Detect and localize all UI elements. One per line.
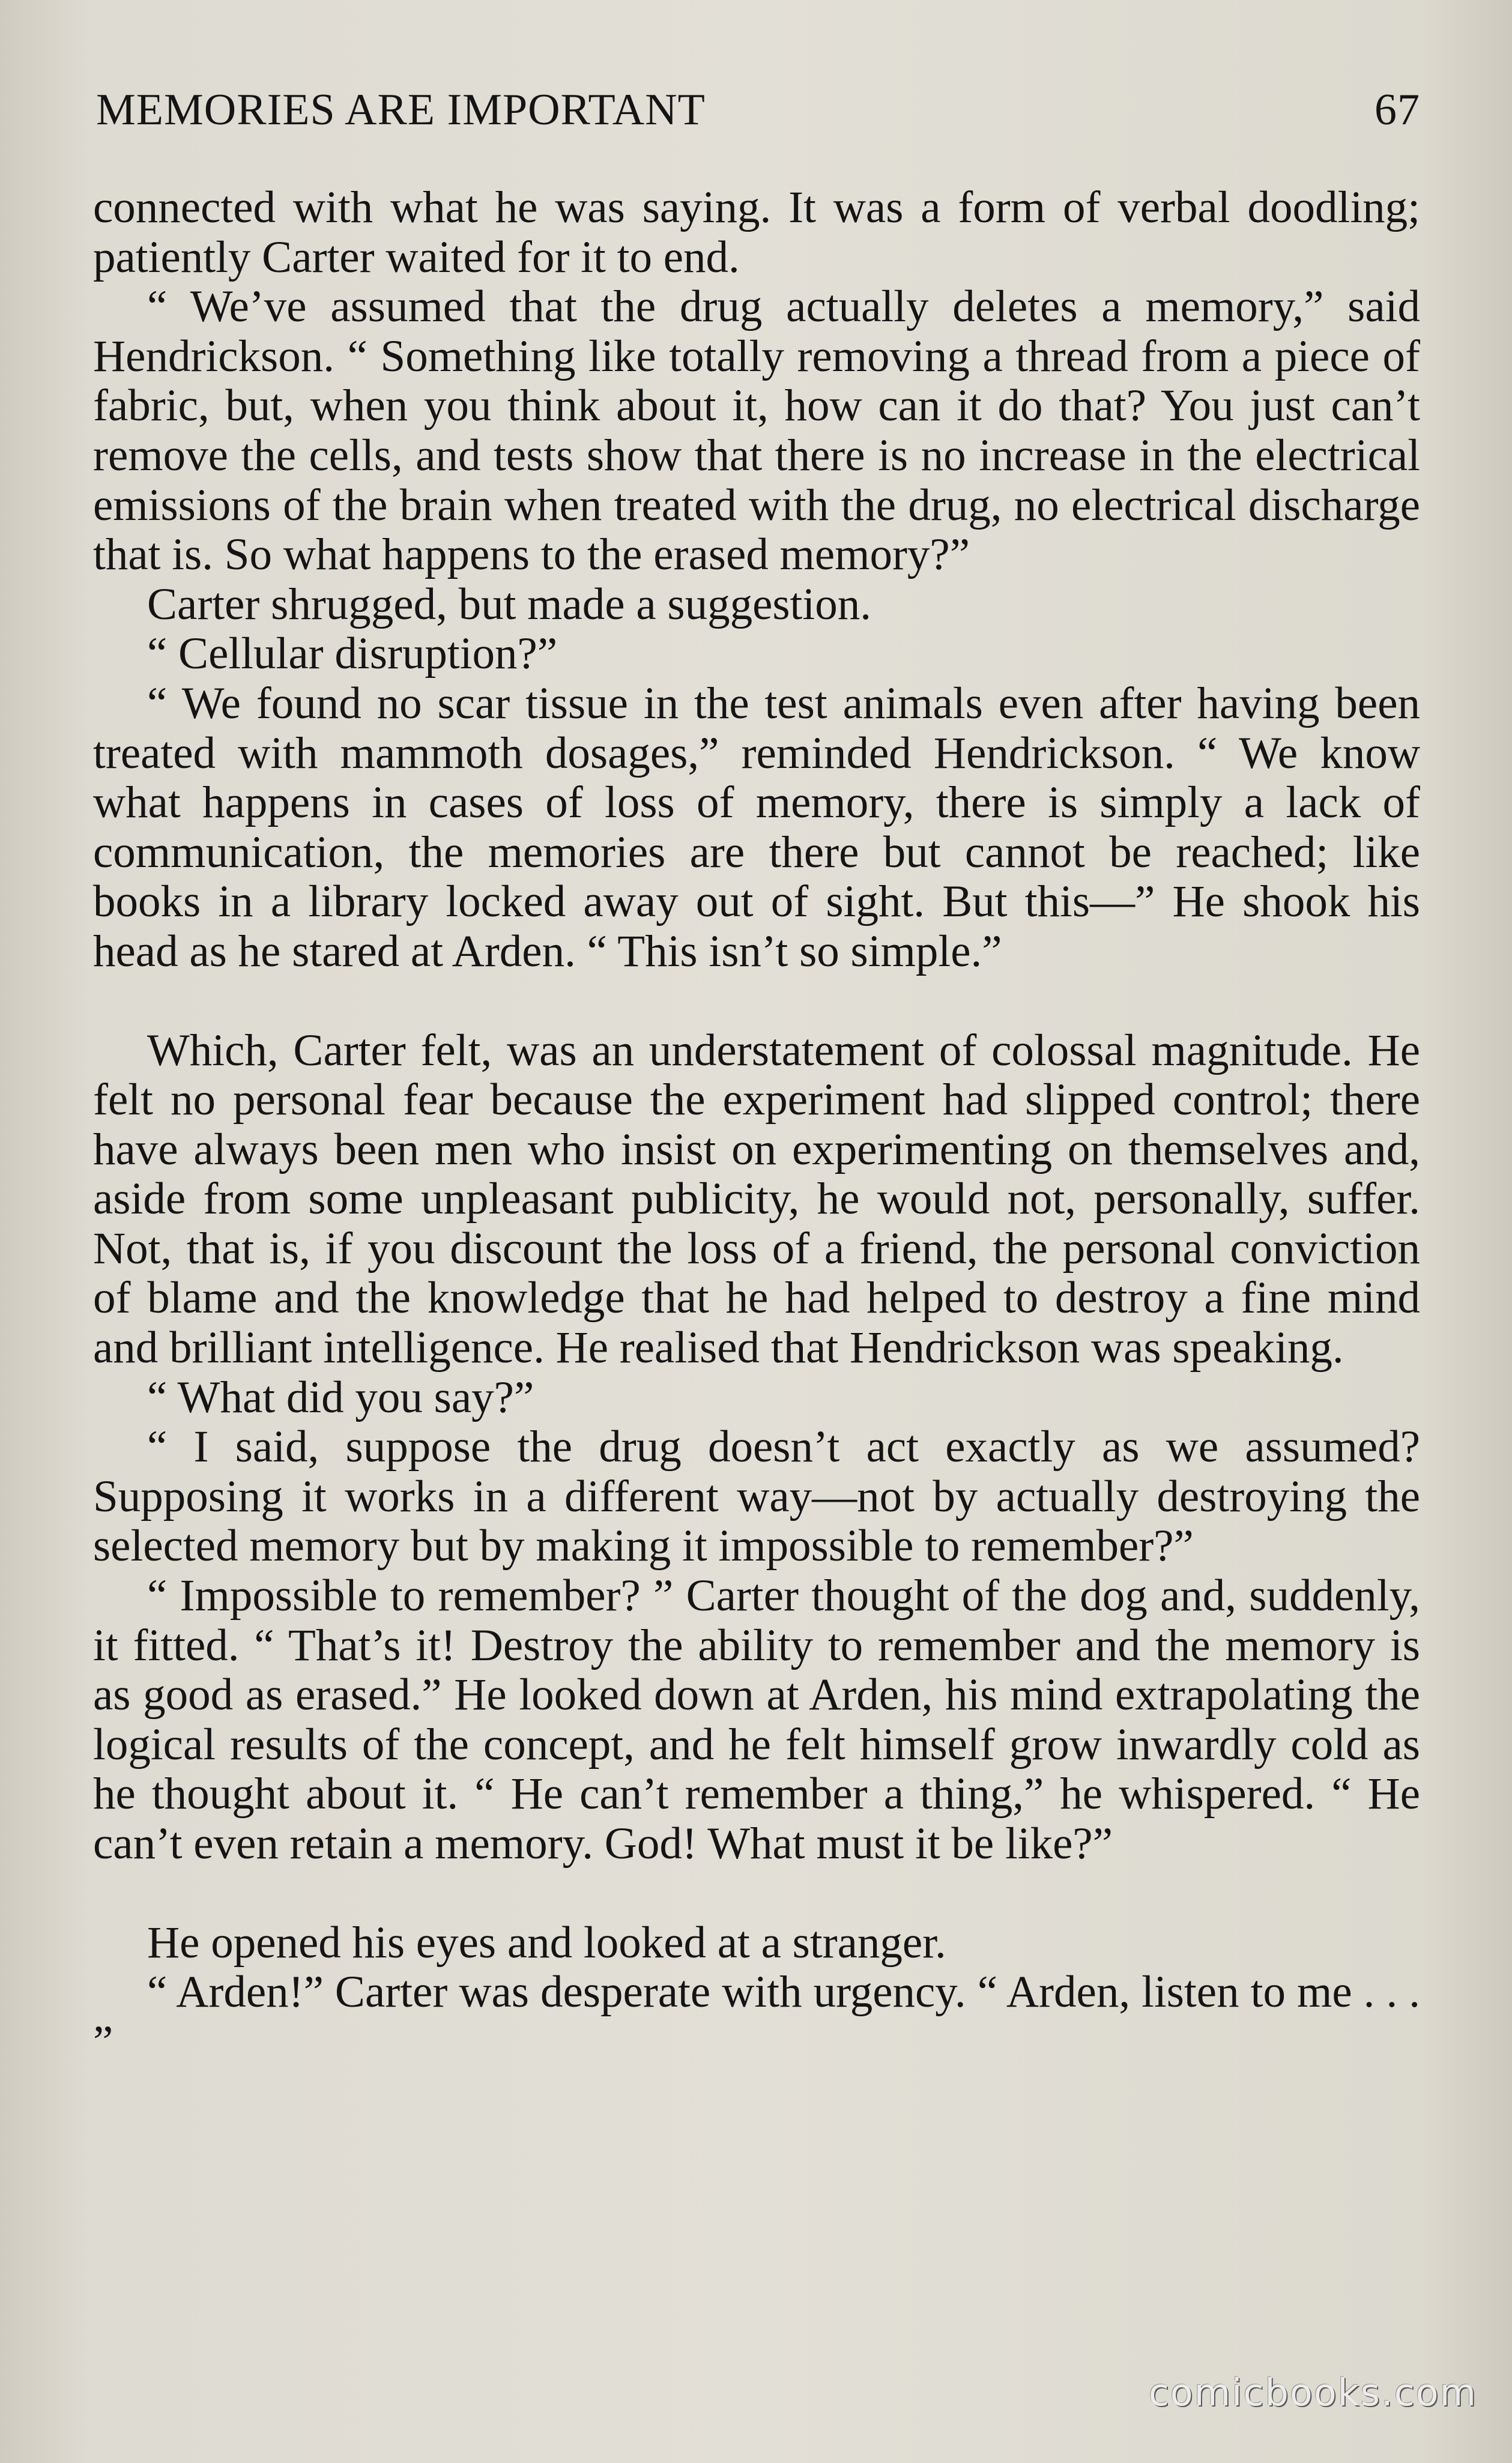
body-text bbox=[93, 183, 1420, 2067]
paragraph-10: He opened his eyes and looked at a stranger. bbox=[147, 1917, 946, 1968]
running-title: MEMORIES ARE IMPORTANT bbox=[96, 85, 706, 134]
paragraph-9: “ Impossible to remember? ” Carter thought of the dog and, suddenly, it fitted. “ That’s it! Destroy the ability to remember and the memory is as good as erased.” He looked down at Arden, his mind extrapolating the logical results of the concept, and he felt himself grow inwardly cold as he thought about it. “ He can’t remember a thing,” he whispered. “ He can’t even retain a memory. God! What must it be like?” bbox=[93, 1571, 1420, 1869]
page-number: 67 bbox=[1374, 85, 1420, 134]
section-break bbox=[93, 1869, 1420, 1918]
paragraph-5: “ We found no scar tissue in the test animals even after having been treated with mammoth dosages,” reminded Hendrickson. “ We know what happens in cases of loss of memory, there is simply a lack of communication, the memories are there but cannot be reached; like books in a library locked away out of sight. But this—” He shook his head as he stared at Arden. “ This isn’t so simple.” bbox=[93, 678, 1420, 976]
running-head bbox=[96, 83, 1420, 137]
paragraph-2: “ We’ve assumed that the drug actually deletes a memory,” said Hendrickson. “ Something like totally removing a thread from a piece of fabric, but, when you think about it, how can it do that? You just can’t remove the cells, and tests show that there is no increase in the electrical emissions of the brain when treated with the drug, no electrical discharge that is. So what happens to the erased memory?” bbox=[93, 282, 1420, 580]
paragraph-6: Which, Carter felt, was an understatement of colossal magnitude. He felt no personal fear because the experiment had slipped control; there have always been men who insist on experimenting on themselves and, aside from some unpleasant publicity, he would not, personally, suffer. Not, that is, if you discount the loss of a friend, the personal conviction of blame and the knowledge that he had helped to destroy a fine mind and brilliant intelligence. He realised that Hendrickson was speaking. bbox=[93, 1025, 1420, 1373]
paragraph-3: Carter shrugged, but made a suggestion. bbox=[147, 579, 871, 629]
paragraph-11: “ Arden!” Carter was desperate with urgency. “ Arden, listen to me . . . ” bbox=[93, 1967, 1420, 2067]
watermark-text: comicbooks.com bbox=[1148, 2371, 1477, 2414]
paragraph-1: connected with what he was saying. It was a form of verbal doodling; patiently Carter waited for it to end. bbox=[93, 183, 1420, 282]
paragraph-4: “ Cellular disruption?” bbox=[147, 629, 558, 679]
section-break bbox=[93, 977, 1420, 1026]
paragraph-7: “ What did you say?” bbox=[147, 1372, 534, 1422]
paragraph-8: “ I said, suppose the drug doesn’t act exactly as we assumed? Supposing it works in a different way—not by actually destroying the selected memory but by making it impossible to remember?” bbox=[93, 1422, 1420, 1571]
